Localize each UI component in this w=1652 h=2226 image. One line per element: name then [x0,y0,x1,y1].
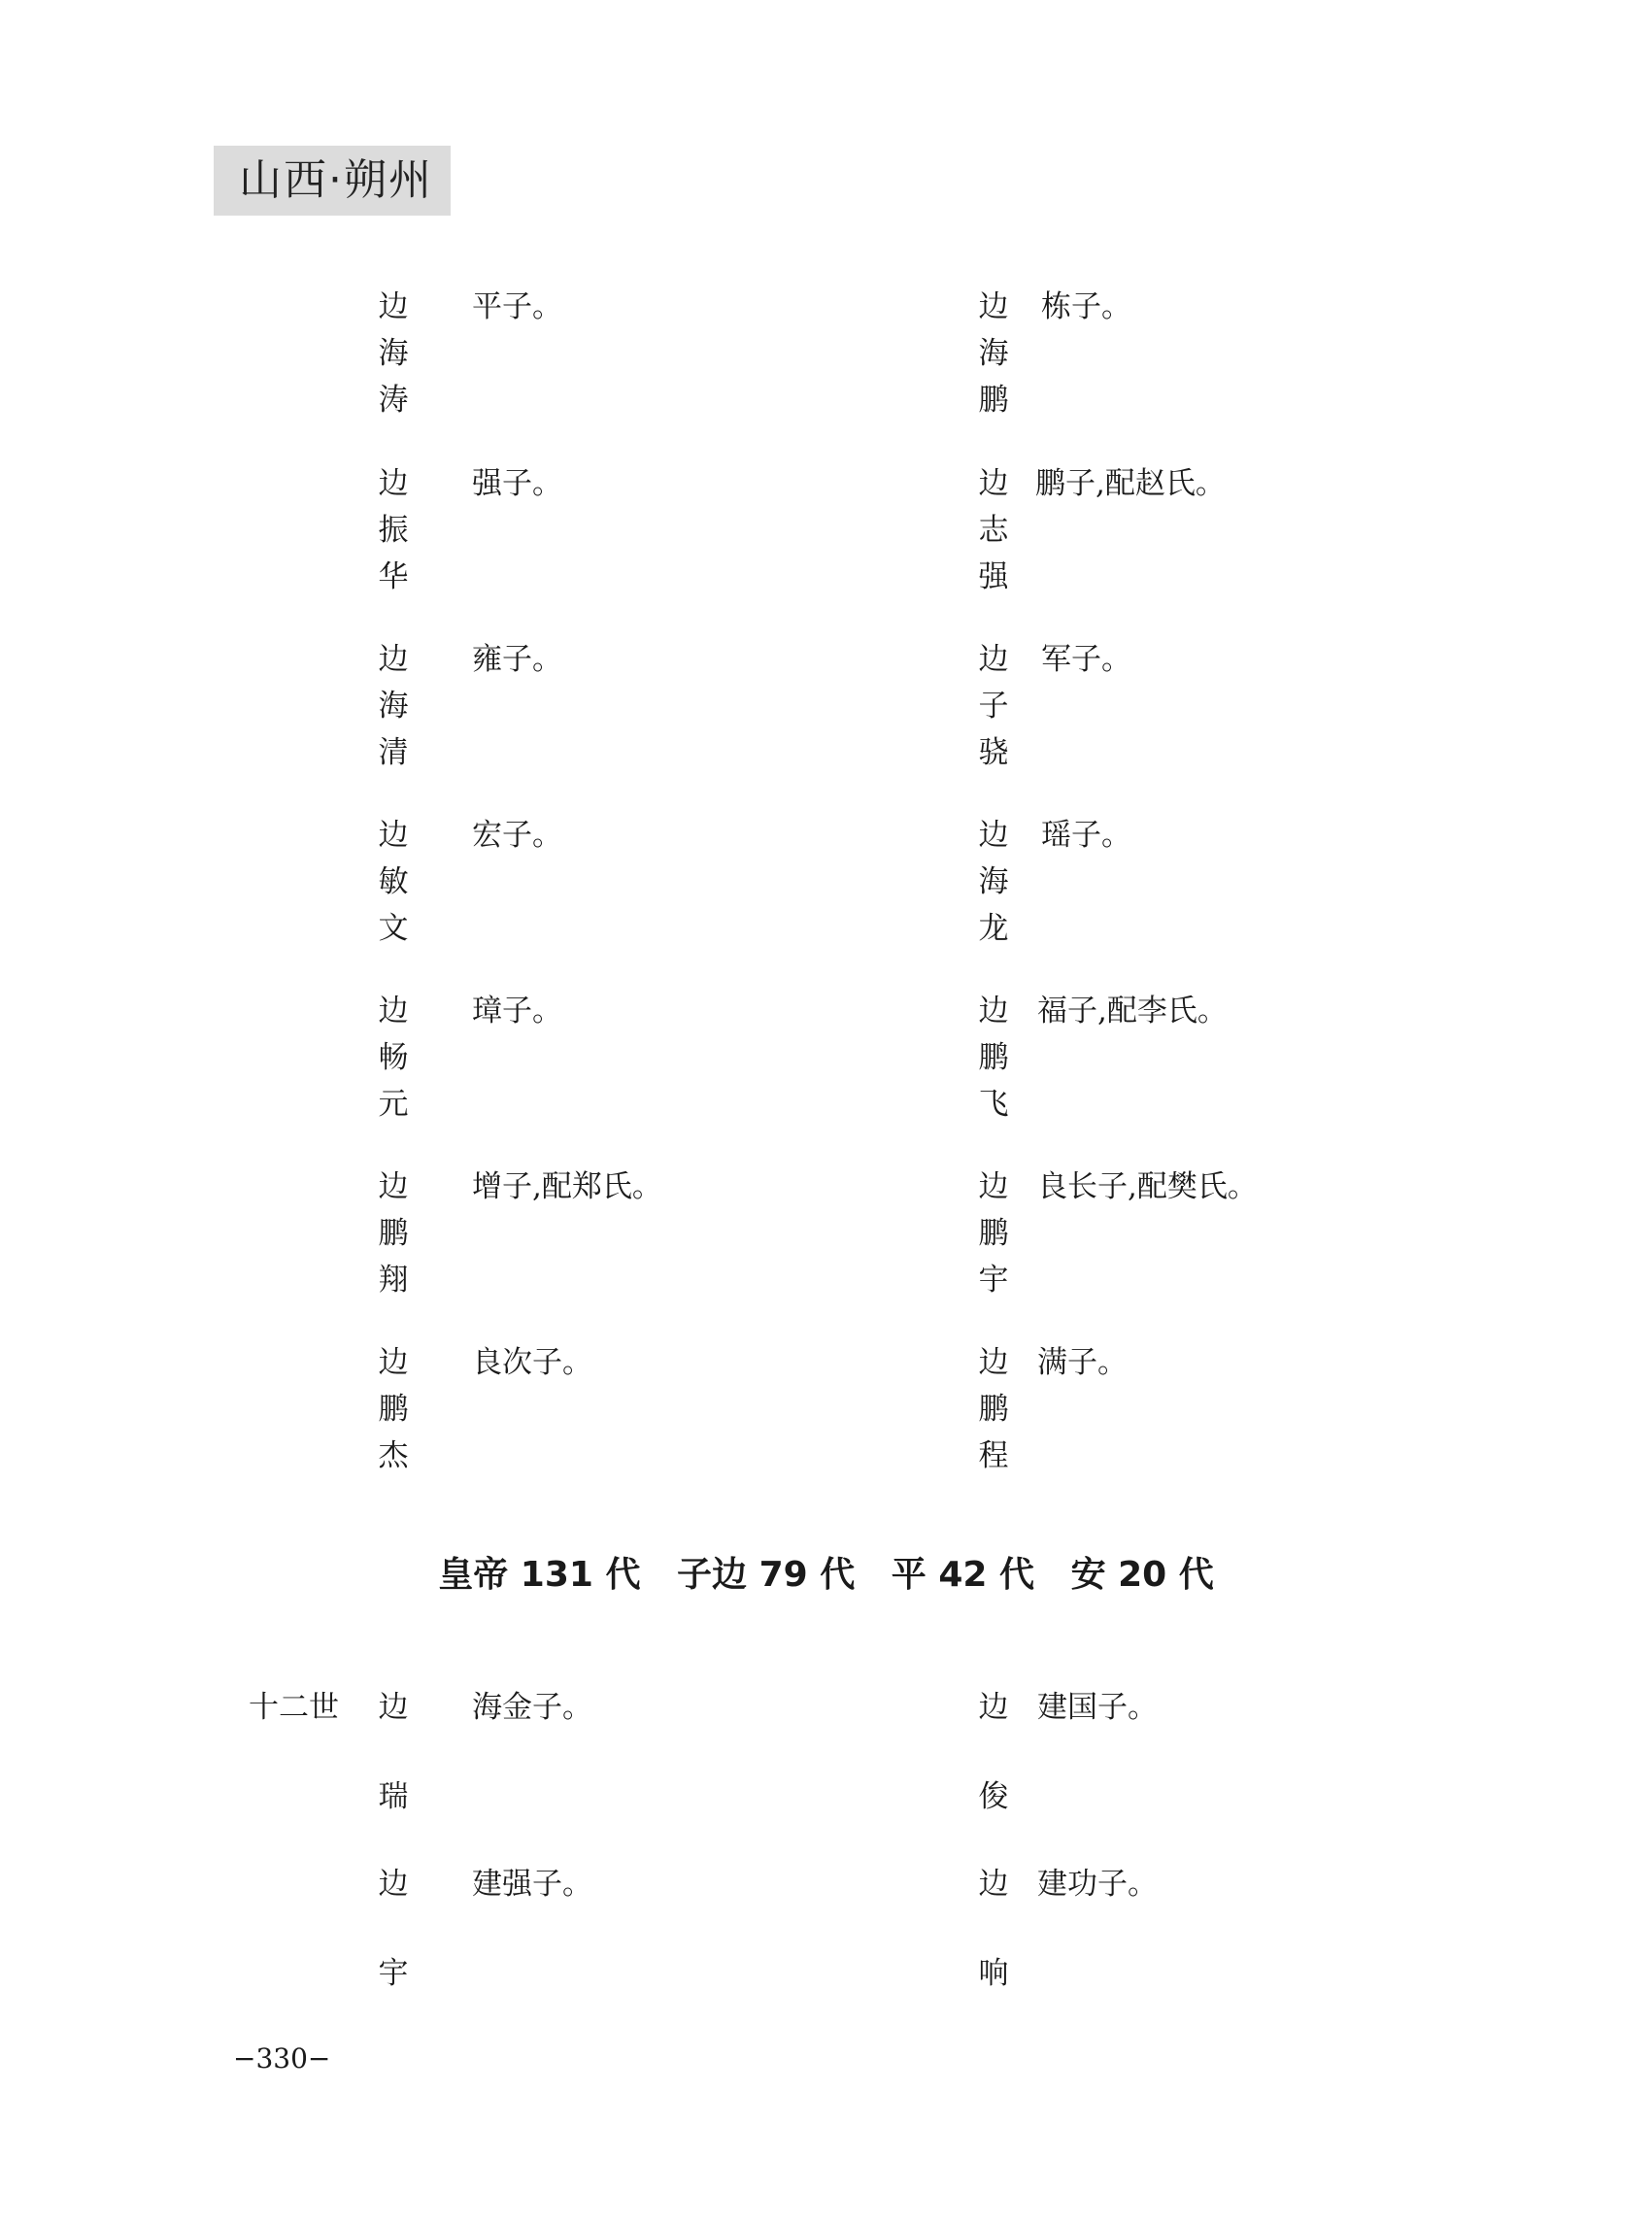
entry-name-char: 边 [378,1867,409,1902]
entry-name: 边 畅 元 [378,994,409,1122]
entry-name-char: 边 [978,1690,1009,1725]
entry-name: 边 鹏 宇 [978,1169,1009,1298]
entry-description: 雍子。 [472,642,562,677]
entry-name: 边 海 清 [378,642,409,770]
entry-name: 边 敏 文 [378,818,409,946]
entry-description: 栋子。 [1041,289,1131,324]
running-header-title: 山西·朔州 [239,155,433,205]
entry-name-char: 边 [978,1867,1009,1902]
entry-description: 建功子。 [1037,1867,1158,1902]
entry-description: 瑶子。 [1041,818,1131,853]
entry-description: 鹏子,配赵氏。 [1035,466,1226,501]
entry-name: 边 海 鹏 [978,289,1009,418]
entry-name: 边 鹏 翔 [378,1169,409,1298]
entry-name: 边 海 龙 [978,818,1009,946]
entry-description: 满子。 [1037,1345,1128,1380]
entry-description: 平子。 [472,289,562,324]
entry-description: 宏子。 [472,818,562,853]
entry-name-char: 瑞 [378,1779,409,1814]
page-number: −330− [233,2042,331,2074]
entry-description: 建强子。 [472,1867,592,1902]
entry-name-char: 响 [978,1956,1009,1991]
entry-description: 增子,配郑氏。 [472,1169,662,1204]
entry-description: 海金子。 [472,1690,592,1725]
entry-name: 边 子 骁 [978,642,1009,770]
entry-description: 福子,配李氏。 [1037,994,1228,1029]
entry-description: 强子。 [472,466,562,501]
generation-heading: 皇帝 131 代 子边 79 代 平 42 代 安 20 代 [438,1555,1214,1595]
entry-description: 军子。 [1041,642,1131,677]
entry-description: 良长子,配樊氏。 [1037,1169,1258,1204]
generation-label: 十二世 [249,1690,339,1725]
entry-description: 良次子。 [472,1345,592,1380]
entry-name: 边 鹏 程 [978,1345,1009,1473]
entry-description: 璋子。 [472,994,562,1029]
entry-name-char: 俊 [978,1779,1009,1814]
entry-name-char: 宇 [378,1956,409,1991]
entry-name: 边 海 涛 [378,289,409,418]
entry-name-char: 边 [378,1690,409,1725]
entry-name: 边 鹏 杰 [378,1345,409,1473]
entry-name: 边 鹏 飞 [978,994,1009,1122]
entry-name: 边 志 强 [978,466,1009,594]
entry-name: 边 振 华 [378,466,409,594]
entry-description: 建国子。 [1037,1690,1158,1725]
